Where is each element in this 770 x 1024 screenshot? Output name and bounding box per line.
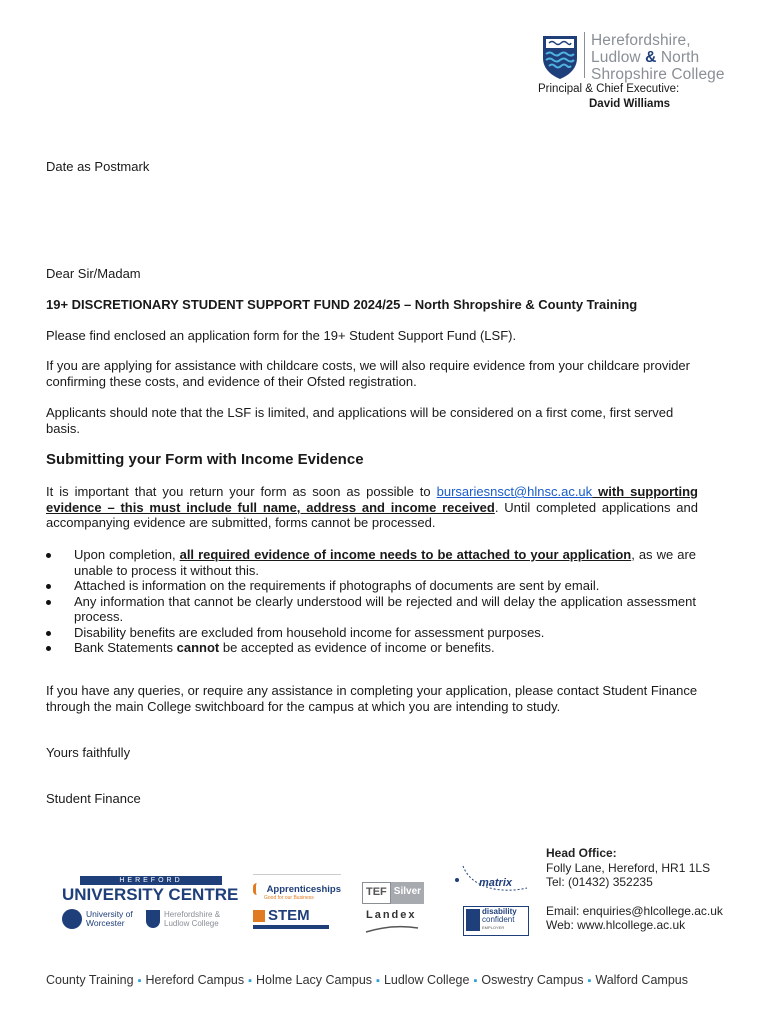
matrix-disability-logo bbox=[451, 858, 531, 940]
separator-icon: ▪ bbox=[376, 975, 380, 987]
university-centre-logo bbox=[62, 876, 240, 938]
uc-hl-label: Herefordshire & Ludlow College bbox=[164, 910, 221, 928]
apprenticeships-stem-logo bbox=[253, 874, 341, 939]
bullet1-emphasis: all required evidence of income needs to be attached to your application bbox=[179, 547, 632, 562]
list-item bbox=[46, 594, 696, 625]
disability-label-a: disability bbox=[482, 907, 517, 916]
letter-closing: Yours faithfully bbox=[46, 745, 131, 760]
matrix-label: matrix bbox=[479, 877, 513, 889]
head-office-address: Folly Lane, Hereford, HR1 1LS bbox=[546, 860, 711, 875]
head-office-block bbox=[546, 846, 723, 933]
tef-silver-label: Silver bbox=[391, 882, 424, 904]
bursaries-email-link[interactable]: bursariesnsct@hlnsc.ac.uk bbox=[436, 484, 593, 499]
head-office-email[interactable]: Email: enquiries@hlcollege.ac.uk bbox=[546, 903, 723, 918]
stem-underline bbox=[253, 925, 329, 929]
stem-icon bbox=[253, 910, 265, 922]
college-crest-logo bbox=[541, 34, 579, 80]
campus-item: County Training bbox=[46, 973, 134, 987]
bullet1-text-a: Upon completion, bbox=[74, 547, 180, 562]
bullet-icon bbox=[46, 553, 51, 558]
college-name-ludlow: Ludlow bbox=[591, 49, 646, 66]
uc-top-label: HEREFORD bbox=[80, 876, 222, 885]
para4-text-c: . Until completed applications and accompanying evidence are submitted, forms cannot be processed. bbox=[46, 499, 698, 530]
campus-list bbox=[46, 973, 688, 987]
uc-main-label: UNIVERSITY CENTRE bbox=[62, 885, 239, 904]
list-item bbox=[46, 578, 696, 594]
letter-date: Date as Postmark bbox=[46, 159, 150, 174]
principal-label: Principal & Chief Executive: bbox=[538, 83, 680, 95]
hl-crest-icon bbox=[146, 910, 160, 928]
worcester-crest-icon bbox=[62, 909, 82, 929]
campus-item: Ludlow College bbox=[383, 973, 470, 987]
college-name-ampersand: & bbox=[645, 49, 657, 66]
separator-icon: ▪ bbox=[473, 975, 478, 987]
logo-divider bbox=[584, 32, 585, 78]
campus-item: Walford Campus bbox=[595, 973, 688, 987]
letter-paragraph-1: Please find enclosed an application form for the 19+ Student Support Fund (LSF). bbox=[46, 328, 517, 343]
letter-salutation: Dear Sir/Madam bbox=[46, 266, 141, 281]
uc-worcester-label: University of Worcester bbox=[86, 909, 133, 928]
list-item bbox=[46, 640, 696, 656]
campus-item: Oswestry Campus bbox=[481, 973, 584, 987]
apprenticeships-icon bbox=[253, 883, 264, 895]
bullet-icon bbox=[46, 646, 51, 651]
letter-paragraph-2: If you are applying for assistance with childcare costs, we will also require evidence from your childcare provider confirming these costs, and evidence of their Ofsted registration. bbox=[46, 358, 690, 389]
letter-paragraph-3: Applicants should note that the LSF is limited, and applications will be considered on a first come, first served basis. bbox=[46, 405, 674, 436]
stem-label: STEM bbox=[268, 907, 310, 924]
bullet-icon bbox=[46, 600, 51, 605]
campus-item: Hereford Campus bbox=[145, 973, 245, 987]
requirements-list bbox=[46, 547, 696, 656]
bullet-icon bbox=[46, 631, 51, 636]
separator-icon: ▪ bbox=[248, 975, 253, 987]
head-office-tel: Tel: (01432) 352235 bbox=[546, 875, 653, 889]
apprenticeships-sub-label: Good for our Business bbox=[264, 895, 314, 901]
bullet-icon bbox=[46, 584, 51, 589]
principal-name: David Williams bbox=[589, 98, 671, 110]
campus-item: Holme Lacy Campus bbox=[256, 973, 373, 987]
landex-label: Landex bbox=[366, 909, 417, 921]
separator-icon: ▪ bbox=[137, 975, 142, 987]
bullet4-text: Disability benefits are excluded from household income for assessment purposes. bbox=[74, 624, 545, 640]
landex-swoosh-icon bbox=[362, 924, 422, 934]
letter-paragraph-5: If you have any queries, or require any assistance in completing your application, please contact Student Finance through the main College switchboard for the campus at which you are intending to study. bbox=[46, 683, 698, 714]
tef-landex-logo bbox=[362, 882, 430, 938]
head-office-web[interactable]: Web: www.hlcollege.ac.uk bbox=[546, 918, 686, 932]
bullet2-text: Attached is information on the requirements if photographs of documents are sent by email. bbox=[74, 578, 600, 593]
para4-emphasis: with supporting evidence – this must include full name, address and income received bbox=[46, 484, 699, 515]
college-name-line1: Herefordshire, bbox=[591, 32, 691, 49]
bullet3-text: Any information that cannot be clearly understood will be rejected and will delay the application assessment process. bbox=[74, 593, 696, 624]
bullet5-text-a: Bank Statements bbox=[74, 640, 177, 655]
bullet5-emphasis: cannot bbox=[176, 640, 220, 655]
bullet5-text-c: be accepted as evidence of income or benefits. bbox=[219, 640, 495, 655]
apprenticeships-label: Apprenticeships bbox=[266, 883, 341, 895]
college-name bbox=[591, 32, 725, 83]
tef-label: TEF bbox=[362, 882, 391, 904]
disability-label-b: confident bbox=[482, 915, 515, 924]
letter-title: 19+ DISCRETIONARY STUDENT SUPPORT FUND 2024/25 – North Shropshire & County Training bbox=[46, 297, 638, 312]
list-item bbox=[46, 625, 696, 641]
para4-text-a: It is important that you return your form as soon as possible to bbox=[46, 484, 437, 499]
disability-label-c: EMPLOYER bbox=[482, 925, 505, 930]
disability-confident-badge bbox=[463, 906, 529, 936]
bullet1-text-c: , as we are unable to process it without this. bbox=[74, 547, 697, 578]
disability-icon bbox=[466, 909, 480, 931]
letter-signature: Student Finance bbox=[46, 791, 141, 806]
section-heading: Submitting your Form with Income Evidence bbox=[46, 451, 364, 468]
separator-icon: ▪ bbox=[587, 975, 592, 987]
letter-paragraph-4 bbox=[46, 484, 698, 531]
list-item bbox=[46, 547, 696, 578]
college-name-line3: Shropshire College bbox=[591, 66, 725, 83]
college-name-north: North bbox=[656, 49, 700, 66]
college-name-line2 bbox=[591, 49, 725, 66]
head-office-label: Head Office: bbox=[546, 846, 617, 860]
